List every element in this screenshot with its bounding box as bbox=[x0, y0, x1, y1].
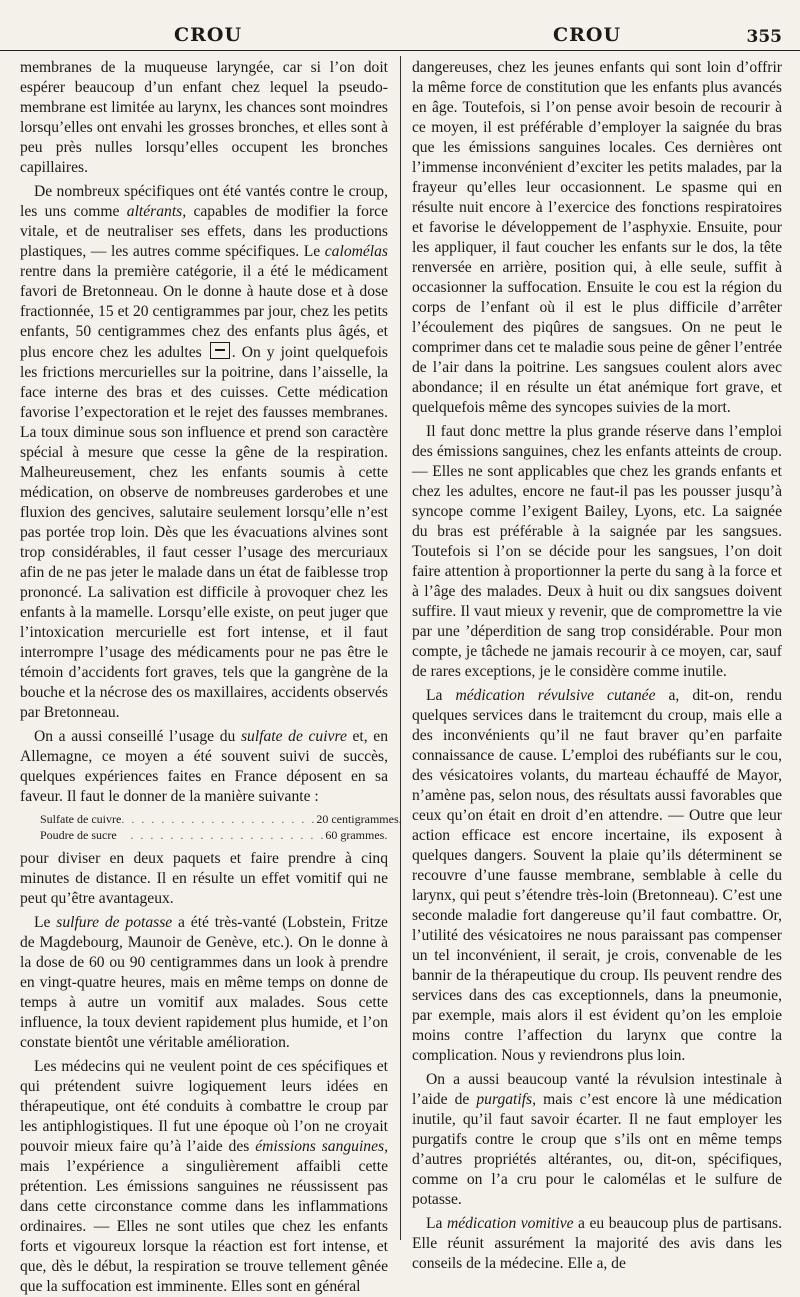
paragraph: pour diviser en deux paquets et faire prendre à cinq minutes de distance. Il en résulte un effet vomitif qui ne peut qu’être avantageux. bbox=[20, 850, 388, 907]
prescription-formula bbox=[20, 811, 402, 843]
column-divider bbox=[400, 56, 401, 1240]
page-number: 355 bbox=[746, 27, 782, 47]
running-head-right: CROU bbox=[553, 24, 622, 46]
paragraph: Les médecins qui ne veulent point de ces spécifiques et qui prétendent suivre logiquement leurs idées en thérapeutique, ont été conduits à combattre le croup par les antiphlogistiques. Il fut une époque où l’on ne croyait pouvoir mieux faire qu’à l’aide des émissions sanguines, mais l’expérience a singulièrement affaibli cette prétention. Les émissions sanguines ne réussissent pas dans cette circonstance comme dans les inflammations ordinaires. — Elles ne sont utiles que chez les enfants forts et vigoureux lorsque la réaction est fort intense, et que, dès le début, la respiration se trouve tellement gênée que la suffocation est imminente. Elles sont en général bbox=[20, 1058, 388, 1295]
paragraph: dangereuses, chez les jeunes enfants qui sont loin d’offrir la même force de constitution que les enfants plus avancés en âge. Toutefois, si l’on pense avoir besoin de recourir à ce moyen, il est préférable d’employer la saignée du bras que les émissions sanguines locales. Ces dernières ont l’immense inconvénient d’exciter les petits malades, par la frayeur qu’elles leur occasionnent. Le spasme qui en résulte nuit encore à l’exercice des fonctions respiratoires et favorise le développement de l’asphyxie. Ensuite, pour les appliquer, il faut coucher les enfants sur le dos, la tête renversée en arrière, position qui, à elle seule, suffit à occasionner la suffocation. Ensuite le cou est la région du corps de l’enfant où il est le plus difficile d’arrêter l’écoulement des piqûres de sangsues. On ne peut le comprimer dans cet te maladie sous peine de gêner l’entrée de l’air dans la poitrine. Les sangsues coulent alors avec abondance; il en résulte un état anémique fort grave, et quelquefois même des syncopes suivies de la mort. bbox=[412, 59, 782, 416]
paragraph: Il faut donc mettre la plus grande réserve dans l’emploi des émissions sanguines, chez les enfants atteints de croup. — Elles ne sont applicables que chez les grands enfants et chez les adultes, encore ne faut-il pas les pousser jusqu’à syncope comme l’exigent Bailey, Lyons, etc. La saignée du bras est préférable à la saignée par les sangsues. Toutefois si l’on se décide pour les sangsues, l’on doit faire attention à proportionner la perte du sang à la force et à l’âge des malades. Deux à huit ou dix sangsues doivent suffire. Il vaut mieux y revenir, que de compromettre la vie par une ’déperdition de sang trop considérable. Pour mon compte, je tâchede ne jamais recourir à ce moyen, car, sauf de rares exceptions, je le considère comme inutile. bbox=[412, 423, 782, 680]
formula-row: Sulfate de cuivre . . . 20 centigrammes. bbox=[20, 811, 388, 827]
paragraph: La médication révulsive cutanée a, dit-on, rendu quelques services dans le traitemcnt du croup, mais elle a des inconvénients qu’il ne faut braver qu’en parfaite connaissance de cause. L’emploi des rubéfiants sur le cou, des vésicatoires volants, du marteau échauffé de Mayor, n’amène pas, selon nous, des résultats aussi favorables que ceux qu’on était en droit d’en attendre. — Outre que leur action efficace est encore incertaine, ils exposent à quelques dangers. Souvent la plaie qu’ils déterminent se recouvre d’une fausse membrane, semblable à celle du larynx, qui peut s’étendre très-loin (Bretonneau). C’est une seconde maladie fort dangereuse qu’il faut combattre. Or, l’utilité des vésicatoires ne nous paraissant pas compenser un tel inconvénient, il serait, je crois, convenable de les bannir de la thérapeutique du croup. Ils peuvent rendre des services dans des cas exceptionnels, dans la pneumonie, par exemple, mais alors il est évident qu’on les emploie moins contre l’affection du larynx que contre la complication. Nous y reviendrons plus loin. bbox=[412, 687, 782, 1064]
paragraph: La médication vomitive a eu beaucoup plus de partisans. Elle réunit assurément la majorité des avis dans les conseils de la médecine. Elle a, de bbox=[412, 1215, 782, 1272]
right-column bbox=[412, 58, 782, 1272]
running-head-left: CROU bbox=[174, 24, 243, 46]
paragraph: Le sulfure de potasse a été très-vanté (Lobstein, Fritze de Magdebourg, Maunoir de Genève, etc.). On le donne à la dose de 60 ou 90 centigrammes dans un look à prendre en vingt-quatre heures, mais en même temps on donne de temps à autre un vomitif aux malades. Sous cette influence, la toux devient rapidement plus humide, et l’on constate bientôt une véritable amélioration. bbox=[20, 914, 388, 1051]
formula-row: Poudre de sucre . . . 60 grammes. bbox=[20, 827, 388, 843]
left-column bbox=[20, 58, 402, 1295]
header-rule bbox=[0, 50, 800, 51]
paragraph: On a aussi beaucoup vanté la révulsion intestinale à l’aide de purgatifs, mais c’est encore là une médication inutile, qu’il faut savoir écarter. Il ne faut employer les purgatifs contre le croup que s’ils ont en même temps d’autres propriétés altérantes, ou, dit-on, spécifiques, comme on l’a cru pour le calomélas et le sulfure de potasse. bbox=[412, 1071, 782, 1208]
paragraph: De nombreux spécifiques ont été vantés contre le croup, les uns comme altérants, capables de modifier la force vitale, et de neutraliser ses effets, dans les productions plastiques, — les autres comme spécifiques. Le calomélas rentre dans la première catégorie, il a été le médicament favori de Bretonneau. On le donne à haute dose et à dose fractionnée, 15 et 20 centigrammes par jour, chez les petits enfants, 50 centigrammes chez des enfants plus âgés, et plus encore chez les adultes . On y joint quelquefois les frictions mercurielles sur la poitrine, dans l’aisselle, la face interne des bras et des cuisses. Cette médication favorise l’expectoration et le rejet des fausses membranes. La toux diminue sous son influence et prend son caractère spécial à mesure que cesse la gêne de la respiration. Malheureusement, chez les enfants soumis à cette médication, on observe de nombreuses garderobes et une fluxion des gencives, salutaire seulement lorsqu’elle n’est pas portée trop loin. Dès que les évacuations alvines sont trop considérables, il faut cesser l’usage des mercuriaux afin de ne pas jeter le malade dans un état de faiblesse trop prononcé. La salivation est difficile à provoquer chez les enfants à la mamelle. Lorsqu’elle existe, on peut juger que l’intoxication mercurielle est fort intense, et il faut interrompre l’usage des médicaments pour ne pas être le témoin d’accidents fort graves, tels que la gangrène de la bouche et la nécrose des os maxillaires, accidents observés par Bretonneau. bbox=[20, 183, 388, 721]
paragraph: On a aussi conseillé l’usage du sulfate de cuivre et, en Allemagne, ce moyen a été souvent suivi de succès, quelques expériences faites en France déposent en sa faveur. Il faut le donner de la manière suivante : bbox=[20, 728, 389, 805]
boxed-minus-symbol bbox=[210, 342, 230, 359]
paragraph: membranes de la muqueuse laryngée, car si l’on doit espérer beaucoup d’un enfant chez lequel la pseudo-membrane est limitée au larynx, les chances sont moindres lorsqu’elles ont envahi les grosses bronches, et elles sont à peu près nulles lorsqu’elles occupent les bronches capillaires. bbox=[20, 59, 388, 176]
